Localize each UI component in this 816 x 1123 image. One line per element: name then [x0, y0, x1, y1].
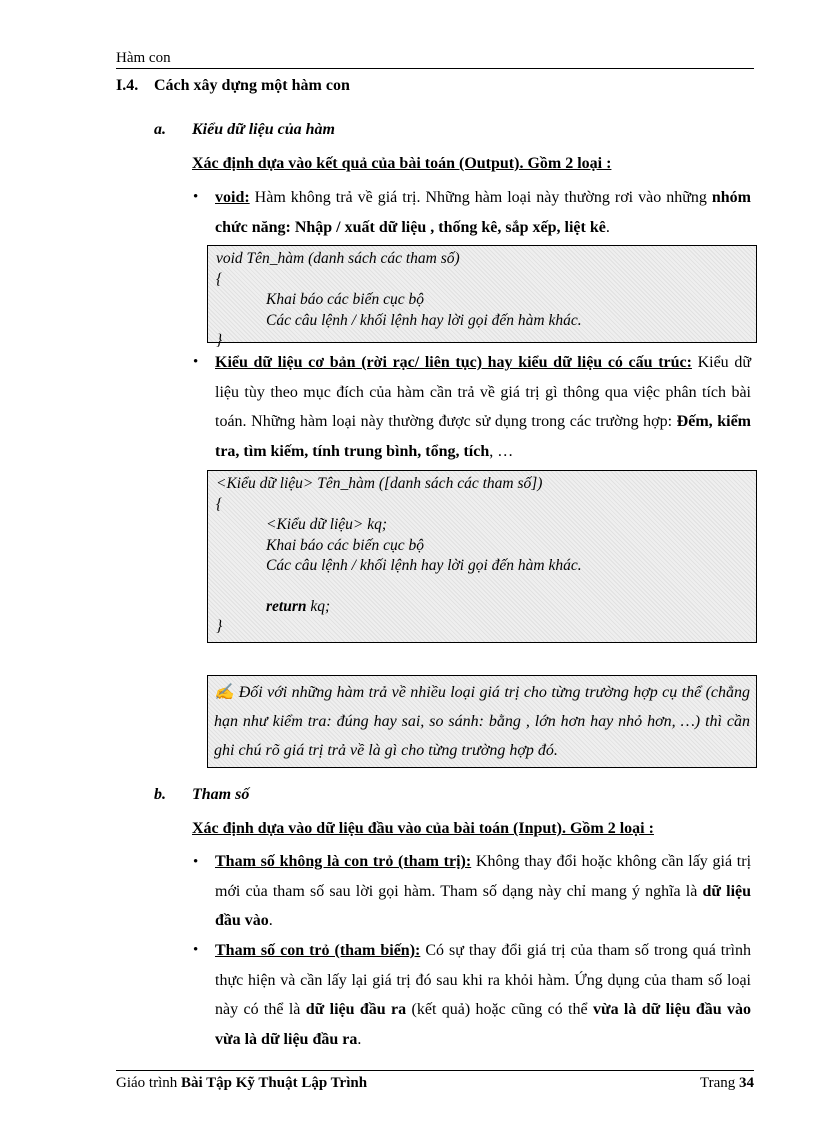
- footer-prefix: Giáo trình: [116, 1075, 181, 1091]
- bullet-pointer-param-text2: (kết quả) hoặc cũng có thể: [406, 1001, 593, 1018]
- bullet-marker: •: [193, 854, 199, 870]
- bullet-datatype-key: Kiểu dữ liệu cơ bản (rời rạc/ liên tục) hay kiểu dữ liệu có cấu trúc:: [215, 354, 692, 371]
- code-line: {: [216, 270, 223, 288]
- bullet-pointer-param-end: .: [357, 1030, 362, 1048]
- bullet-void-bold: nhóm chức năng: Nhập / xuất dữ liệu , thống kê, sắp xếp, liệt kê: [215, 189, 751, 236]
- lead-output: Xác định dựa vào kết quả của bài toán (Output). Gồm 2 loại :: [192, 155, 612, 172]
- subsection-a-letter: a.: [154, 121, 166, 138]
- lead-input: Xác định dựa vào dữ liệu đầu vào của bài toán (Input). Gồm 2 loại :: [192, 820, 654, 837]
- bullet-pointer-param-text: Có sự thay đổi giá trị của tham số trong quá trình thực hiện và cần lấy lại giá trị đó sau khi ra khỏi hàm. Ứng dụng của tham số loại này có thể là: [215, 942, 752, 1018]
- footer-page-num: 34: [739, 1075, 754, 1091]
- code-line: }: [216, 618, 223, 635]
- bullet-value-param-key: Tham số không là con trỏ (tham trị):: [215, 853, 472, 870]
- bullet-pointer-param-bold1: dữ liệu đầu ra: [305, 1001, 407, 1018]
- bullet-pointer-param: [215, 936, 751, 1054]
- note-text: Đối với những hàm trả về nhiều loại giá trị cho từng trường hợp cụ thể (chẳng hạn như kiểm tra: đúng hay sai, so sánh: bằng , lớn hơn hay nhỏ hơn, …) thì cần ghi chú rõ giá trị trả về là gì cho từng trường hợp đó.: [214, 684, 750, 759]
- code-line: void Tên_hàm (danh sách các tham số): [216, 250, 460, 267]
- subsection-b-letter: b.: [154, 786, 166, 803]
- subsection-a-heading: [154, 121, 335, 139]
- bullet-void-end: .: [605, 218, 610, 236]
- code-line: <Kiểu dữ liệu> kq;: [266, 516, 388, 533]
- code-block-void: [207, 245, 757, 349]
- footer-page-number: [700, 1075, 754, 1092]
- bullet-void: [215, 183, 751, 242]
- bullet-void-text: Hàm không trả về giá trị. Những hàm loại này thường rơi vào những: [249, 189, 712, 206]
- pencil-icon: ✍: [214, 684, 235, 701]
- bullet-value-param: [215, 847, 751, 936]
- subsection-b-heading: [154, 786, 249, 804]
- footer-page-label: Trang: [699, 1075, 739, 1091]
- bullet-datatype-bold: Đếm, kiểm tra, tìm kiếm, tính trung bình, tổng, tích: [215, 413, 752, 460]
- bullet-value-param-text: Không thay đổi hoặc không cần lấy giá trị mới của tham số sau lời gọi hàm. Tham số dạng này chỉ mang ý nghĩa là: [215, 853, 752, 900]
- code-line: Các câu lệnh / khối lệnh hay lời gọi đến hàm khác.: [266, 311, 582, 329]
- code-line: <Kiểu dữ liệu> Tên_hàm ([danh sách các tham số]): [216, 475, 543, 492]
- bullet-datatype: [215, 348, 751, 466]
- footer-divider: [116, 1070, 754, 1071]
- bullet-pointer-param-key: Tham số con trỏ (tham biến):: [215, 942, 421, 959]
- section-title: Cách xây dựng một hàm con: [154, 77, 350, 94]
- subsection-b-title: Tham số: [192, 786, 250, 803]
- code-line: Các câu lệnh / khối lệnh hay lời gọi đến hàm khác.: [266, 557, 582, 574]
- code-line: Khai báo các biến cục bộ: [266, 291, 424, 308]
- bullet-marker: •: [193, 942, 199, 958]
- bullet-pointer-param-bold2: vừa là dữ liệu đầu vào vừa là dữ liệu đầu ra: [215, 1001, 752, 1048]
- bullet-void-key: void:: [215, 189, 250, 206]
- bullet-value-param-bold: dữ liệu đầu vào: [215, 882, 752, 929]
- code-blank-line: [216, 577, 748, 597]
- code-line-return: [216, 597, 748, 618]
- header-divider: [116, 68, 754, 69]
- footer-book: Bài Tập Kỹ Thuật Lập Trình: [181, 1075, 368, 1091]
- code-block-typed: [207, 470, 757, 643]
- bullet-datatype-text: Kiểu dữ liệu tùy theo mục đích của hàm cần trả về giá trị gì thông qua việc phân tích bài toán. Những hàm loại này thường được sử dụng trong các trường hợp:: [215, 354, 751, 430]
- return-keyword: return: [266, 597, 307, 615]
- section-number: I.4.: [116, 77, 139, 94]
- code-line: Khai báo các biến cục bộ: [266, 536, 424, 554]
- bullet-marker: •: [193, 189, 199, 205]
- note-box: [207, 675, 757, 768]
- code-line: }: [216, 332, 223, 349]
- bullet-value-param-end: .: [268, 912, 273, 929]
- page-header-title: Hàm con: [116, 50, 171, 66]
- code-line: {: [216, 495, 223, 513]
- bullet-datatype-end: , …: [489, 442, 514, 460]
- section-heading: [116, 77, 350, 95]
- bullet-marker: •: [193, 354, 199, 370]
- return-value: kq;: [306, 597, 331, 615]
- subsection-a-title: Kiểu dữ liệu của hàm: [192, 121, 335, 138]
- footer-book-title: [116, 1075, 367, 1092]
